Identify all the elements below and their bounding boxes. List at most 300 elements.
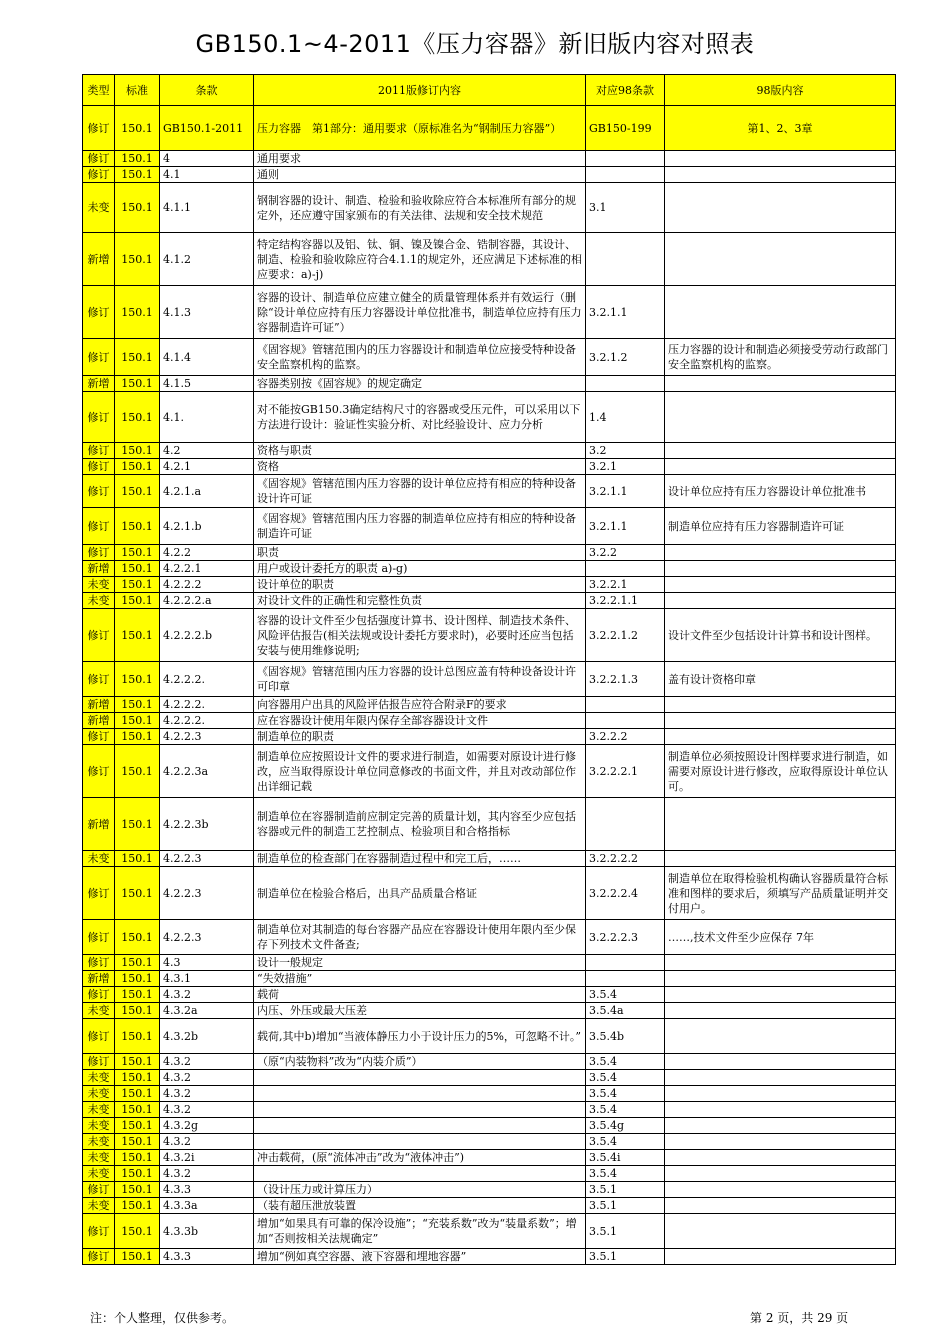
table-row [83, 920, 896, 955]
header-cell: 标准 [115, 75, 160, 106]
clause-cell: 4.3.2 [160, 1070, 254, 1086]
clause-cell: 4.2.2.3 [160, 729, 254, 745]
type-cell: 修订 [83, 151, 115, 167]
content-2011-cell: 制造单位在容器制造前应制定完善的质量计划，其内容至少应包括容器或元件的制造工艺控制点、检验项目和合格指标 [254, 798, 586, 851]
content-98-cell: 制造单位在取得检验机构确认容器质量符合标准和图样的要求后，须填写产品质量证明并交付用户。 [665, 867, 896, 920]
clause-cell: GB150.1-2011 [160, 106, 254, 151]
content-2011-cell: 《固容规》管辖范围内压力容器的设计总图应盖有特种设备设计许可印章 [254, 662, 586, 697]
type-cell: 未变 [83, 183, 115, 233]
clause-cell: 4.3.3 [160, 1249, 254, 1265]
standard-cell: 150.1 [115, 1166, 160, 1182]
clause-98-cell: GB150-199 [586, 106, 665, 151]
standard-cell: 150.1 [115, 662, 160, 697]
content-2011-cell: 内压、外压或最大压差 [254, 1003, 586, 1019]
clause-98-cell: 3.2.2.1 [586, 577, 665, 593]
clause-cell: 4.2.1.a [160, 475, 254, 508]
clause-cell: 4.3.2b [160, 1019, 254, 1054]
standard-cell: 150.1 [115, 713, 160, 729]
clause-cell: 4.3.2 [160, 1134, 254, 1150]
clause-98-cell: 3.5.4 [586, 1134, 665, 1150]
clause-98-cell: 3.5.4 [586, 987, 665, 1003]
clause-98-cell: 3.5.4 [586, 1102, 665, 1118]
standard-cell: 150.1 [115, 1182, 160, 1198]
clause-98-cell [586, 151, 665, 167]
clause-cell: 4.3 [160, 955, 254, 971]
standard-cell: 150.1 [115, 955, 160, 971]
standard-cell: 150.1 [115, 183, 160, 233]
table-row [83, 233, 896, 286]
content-2011-cell: 压力容器 第1部分：通用要求（原标准名为“钢制压力容器”） [254, 106, 586, 151]
standard-cell: 150.1 [115, 508, 160, 545]
standard-cell: 150.1 [115, 577, 160, 593]
table-row [83, 1003, 896, 1019]
standard-cell: 150.1 [115, 1150, 160, 1166]
type-cell: 修订 [83, 1019, 115, 1054]
clause-cell: 4.1 [160, 167, 254, 183]
content-98-cell [665, 1182, 896, 1198]
clause-cell: 4.3.1 [160, 971, 254, 987]
clause-98-cell [586, 713, 665, 729]
type-cell: 修订 [83, 609, 115, 662]
standard-cell: 150.1 [115, 1019, 160, 1054]
clause-cell: 4.3.3b [160, 1214, 254, 1249]
standard-cell: 150.1 [115, 1134, 160, 1150]
content-2011-cell: 载荷,其中b)增加“当液体静压力小于设计压力的5%，可忽略不计。” [254, 1019, 586, 1054]
standard-cell: 150.1 [115, 1118, 160, 1134]
content-2011-cell: 对设计文件的正确性和完整性负责 [254, 593, 586, 609]
type-cell: 新增 [83, 233, 115, 286]
standard-cell: 150.1 [115, 561, 160, 577]
content-2011-cell: 特定结构容器以及铝、钛、铜、镍及镍合金、锆制容器，其设计、制造、检验和验收除应符合4.1.1的规定外，还应满足下述标准的相应要求：a)-j) [254, 233, 586, 286]
type-cell: 修订 [83, 508, 115, 545]
header-cell: 98版内容 [665, 75, 896, 106]
content-2011-cell: 制造单位的职责 [254, 729, 586, 745]
table-row [83, 798, 896, 851]
table-row [83, 151, 896, 167]
content-98-cell [665, 1249, 896, 1265]
clause-cell: 4.2.2.2. [160, 713, 254, 729]
content-98-cell [665, 545, 896, 561]
table-row [83, 697, 896, 713]
standard-cell: 150.1 [115, 745, 160, 798]
type-cell: 未变 [83, 1150, 115, 1166]
table-row [83, 459, 896, 475]
table-row [83, 1214, 896, 1249]
content-2011-cell: 制造单位应按照设计文件的要求进行制造，如需要对原设计进行修改，应当取得原设计单位同意修改的书面文件，并且对改动部位作出详细记载 [254, 745, 586, 798]
table-row [83, 1102, 896, 1118]
table-row [83, 577, 896, 593]
clause-cell: 4.3.3a [160, 1198, 254, 1214]
table-row [83, 561, 896, 577]
table-row [83, 1249, 896, 1265]
clause-98-cell: 3.5.4 [586, 1054, 665, 1070]
content-98-cell [665, 1150, 896, 1166]
content-98-cell [665, 577, 896, 593]
type-cell: 未变 [83, 1070, 115, 1086]
table-row [83, 1118, 896, 1134]
content-98-cell [665, 443, 896, 459]
content-98-cell [665, 593, 896, 609]
content-2011-cell: 设计单位的职责 [254, 577, 586, 593]
clause-cell: 4.1.1 [160, 183, 254, 233]
type-cell: 未变 [83, 1134, 115, 1150]
standard-cell: 150.1 [115, 609, 160, 662]
clause-cell: 4.2.2.3a [160, 745, 254, 798]
content-2011-cell: 资格与职责 [254, 443, 586, 459]
type-cell: 修订 [83, 443, 115, 459]
table-row [83, 987, 896, 1003]
standard-cell: 150.1 [115, 1054, 160, 1070]
content-98-cell: 压力容器的设计和制造必须接受劳动行政部门安全监察机构的监察。 [665, 339, 896, 376]
type-cell: 未变 [83, 1198, 115, 1214]
clause-cell: 4.3.2 [160, 1166, 254, 1182]
standard-cell: 150.1 [115, 286, 160, 339]
clause-cell: 4.1.2 [160, 233, 254, 286]
standard-cell: 150.1 [115, 106, 160, 151]
content-98-cell: 第1、2、3章 [665, 106, 896, 151]
clause-cell: 4.2.2.3 [160, 867, 254, 920]
header-cell: 2011版修订内容 [254, 75, 586, 106]
clause-cell: 4.3.2 [160, 987, 254, 1003]
content-2011-cell: 容器的设计、制造单位应建立健全的质量管理体系并有效运行（删除“设计单位应持有压力容器设计单位批准书，制造单位应持有压力容器制造许可证”） [254, 286, 586, 339]
type-cell: 未变 [83, 1003, 115, 1019]
type-cell: 修订 [83, 475, 115, 508]
standard-cell: 150.1 [115, 443, 160, 459]
content-2011-cell: 《固容规》管辖范围内压力容器的设计单位应持有相应的特种设备设计许可证 [254, 475, 586, 508]
clause-cell: 4.2.2.2. [160, 697, 254, 713]
content-98-cell [665, 798, 896, 851]
clause-98-cell: 3.5.1 [586, 1198, 665, 1214]
clause-98-cell: 3.2.2.1.1 [586, 593, 665, 609]
clause-cell: 4.2.2.2.b [160, 609, 254, 662]
clause-98-cell: 3.2.1.1 [586, 475, 665, 508]
content-2011-cell: 钢制容器的设计、制造、检验和验收除应符合本标准所有部分的规定外，还应遵守国家颁布的有关法律、法规和安全技术规范 [254, 183, 586, 233]
content-2011-cell: 《固容规》管辖范围内压力容器的制造单位应持有相应的特种设备制造许可证 [254, 508, 586, 545]
page-number: 第 2 页，共 29 页 [750, 1311, 849, 1325]
clause-98-cell: 3.2.2.1.3 [586, 662, 665, 697]
clause-cell: 4.3.2i [160, 1150, 254, 1166]
standard-cell: 150.1 [115, 545, 160, 561]
table-row [83, 609, 896, 662]
clause-cell: 4.3.2 [160, 1054, 254, 1070]
content-98-cell [665, 1166, 896, 1182]
standard-cell: 150.1 [115, 459, 160, 475]
content-98-cell [665, 286, 896, 339]
clause-cell: 4.2.2.3 [160, 851, 254, 867]
content-2011-cell: 制造单位的检查部门在容器制造过程中和完工后，…… [254, 851, 586, 867]
standard-cell: 150.1 [115, 851, 160, 867]
clause-98-cell: 1.4 [586, 392, 665, 443]
table-row [83, 475, 896, 508]
content-2011-cell: 通则 [254, 167, 586, 183]
type-cell: 新增 [83, 971, 115, 987]
type-cell: 修订 [83, 459, 115, 475]
table-row [83, 867, 896, 920]
type-cell: 修订 [83, 286, 115, 339]
type-cell: 修订 [83, 167, 115, 183]
clause-98-cell: 3.2 [586, 443, 665, 459]
type-cell: 未变 [83, 851, 115, 867]
table-row [83, 1086, 896, 1102]
footer-note: 注：个人整理，仅供参考。 [90, 1311, 235, 1325]
page-title: GB150.1~4-2011《压力容器》新旧版内容对照表 [195, 30, 755, 58]
content-98-cell: ……,技术文件至少应保存 7年 [665, 920, 896, 955]
type-cell: 修订 [83, 920, 115, 955]
content-2011-cell: （设计压力或计算压力） [254, 1182, 586, 1198]
content-2011-cell: 用户或设计委托方的职责 a)-g) [254, 561, 586, 577]
content-2011-cell: （原“内装物料”改为“内装介质”） [254, 1054, 586, 1070]
clause-cell: 4.2.1 [160, 459, 254, 475]
content-2011-cell: 增加“例如真空容器、液下容器和埋地容器” [254, 1249, 586, 1265]
table-row [83, 1150, 896, 1166]
standard-cell: 150.1 [115, 1086, 160, 1102]
table-row [83, 392, 896, 443]
clause-cell: 4.1. [160, 392, 254, 443]
type-cell: 修订 [83, 1214, 115, 1249]
table-row [83, 545, 896, 561]
clause-cell: 4.2.2.2.a [160, 593, 254, 609]
content-98-cell [665, 151, 896, 167]
table-row [83, 662, 896, 697]
standard-cell: 150.1 [115, 798, 160, 851]
table-row [83, 971, 896, 987]
content-2011-cell: 对不能按GB150.3确定结构尺寸的容器或受压元件，可以采用以下方法进行设计：验证性实验分析、对比经验设计、应力分析 [254, 392, 586, 443]
comparison-table [82, 74, 896, 1265]
content-2011-cell [254, 1118, 586, 1134]
content-98-cell [665, 1019, 896, 1054]
clause-cell: 4.3.2 [160, 1102, 254, 1118]
clause-98-cell: 3.5.4 [586, 1070, 665, 1086]
table-row [83, 339, 896, 376]
clause-98-cell [586, 376, 665, 392]
type-cell: 修订 [83, 1182, 115, 1198]
content-2011-cell [254, 1070, 586, 1086]
table-body [83, 75, 896, 1265]
standard-cell: 150.1 [115, 971, 160, 987]
clause-cell: 4.1.4 [160, 339, 254, 376]
clause-cell: 4.2.2.2 [160, 577, 254, 593]
type-cell: 新增 [83, 376, 115, 392]
table-row [83, 1054, 896, 1070]
clause-98-cell [586, 971, 665, 987]
type-cell: 未变 [83, 577, 115, 593]
type-cell: 未变 [83, 1086, 115, 1102]
clause-98-cell [586, 561, 665, 577]
content-98-cell: 设计文件至少包括设计计算书和设计图样。 [665, 609, 896, 662]
standard-cell: 150.1 [115, 593, 160, 609]
standard-cell: 150.1 [115, 1070, 160, 1086]
content-2011-cell: 职责 [254, 545, 586, 561]
standard-cell: 150.1 [115, 1198, 160, 1214]
content-2011-cell: 制造单位在检验合格后，出具产品质量合格证 [254, 867, 586, 920]
type-cell: 新增 [83, 561, 115, 577]
table-row [83, 376, 896, 392]
header-cell: 对应98条款 [586, 75, 665, 106]
content-2011-cell: 应在容器设计使用年限内保存全部容器设计文件 [254, 713, 586, 729]
content-98-cell: 制造单位必须按照设计图样要求进行制造，如需要对原设计进行修改，应取得原设计单位认可。 [665, 745, 896, 798]
content-2011-cell: 资格 [254, 459, 586, 475]
content-2011-cell [254, 1102, 586, 1118]
clause-98-cell: 3.5.1 [586, 1182, 665, 1198]
content-2011-cell [254, 1134, 586, 1150]
content-98-cell [665, 1070, 896, 1086]
content-98-cell [665, 1118, 896, 1134]
standard-cell: 150.1 [115, 697, 160, 713]
table-row [83, 286, 896, 339]
clause-cell: 4 [160, 151, 254, 167]
clause-98-cell: 3.1 [586, 183, 665, 233]
standard-cell: 150.1 [115, 867, 160, 920]
clause-cell: 4.3.3 [160, 1182, 254, 1198]
content-98-cell [665, 1054, 896, 1070]
type-cell: 新增 [83, 798, 115, 851]
type-cell: 未变 [83, 1118, 115, 1134]
clause-cell: 4.1.3 [160, 286, 254, 339]
type-cell: 新增 [83, 697, 115, 713]
clause-98-cell: 3.2.2 [586, 545, 665, 561]
standard-cell: 150.1 [115, 233, 160, 286]
type-cell: 修订 [83, 339, 115, 376]
table-row [83, 508, 896, 545]
standard-cell: 150.1 [115, 729, 160, 745]
clause-98-cell: 3.5.4 [586, 1166, 665, 1182]
clause-cell: 4.1.5 [160, 376, 254, 392]
clause-98-cell: 3.5.4a [586, 1003, 665, 1019]
standard-cell: 150.1 [115, 475, 160, 508]
content-2011-cell [254, 1166, 586, 1182]
content-98-cell [665, 1086, 896, 1102]
content-2011-cell: 容器类别按《固容规》的规定确定 [254, 376, 586, 392]
table-row [83, 1134, 896, 1150]
standard-cell: 150.1 [115, 167, 160, 183]
standard-cell: 150.1 [115, 339, 160, 376]
content-98-cell [665, 971, 896, 987]
clause-98-cell: 3.5.1 [586, 1249, 665, 1265]
type-cell: 修订 [83, 867, 115, 920]
table-row [83, 745, 896, 798]
type-cell: 修订 [83, 955, 115, 971]
clause-98-cell: 3.2.2.2.4 [586, 867, 665, 920]
content-2011-cell: 容器的设计文件至少包括强度计算书、设计图样、制造技术条件、风险评估报告(相关法规或设计委托方要求时)，必要时还应当包括安装与使用维修说明; [254, 609, 586, 662]
content-98-cell [665, 561, 896, 577]
content-98-cell [665, 1003, 896, 1019]
standard-cell: 150.1 [115, 376, 160, 392]
content-98-cell [665, 1214, 896, 1249]
type-cell: 修订 [83, 545, 115, 561]
type-cell: 新增 [83, 713, 115, 729]
content-2011-cell: 制造单位对其制造的每台容器产品应在容器设计使用年限内至少保存下列技术文件备查; [254, 920, 586, 955]
type-cell: 未变 [83, 593, 115, 609]
clause-98-cell: 3.2.2.2.3 [586, 920, 665, 955]
clause-98-cell: 3.2.1.2 [586, 339, 665, 376]
table-row [83, 851, 896, 867]
table-row [83, 729, 896, 745]
type-cell: 未变 [83, 1166, 115, 1182]
clause-98-cell: 3.5.4b [586, 1019, 665, 1054]
clause-cell: 4.2.2.2. [160, 662, 254, 697]
content-2011-cell [254, 1086, 586, 1102]
clause-98-cell [586, 798, 665, 851]
clause-98-cell: 3.2.2.2 [586, 729, 665, 745]
content-98-cell [665, 233, 896, 286]
content-98-cell: 设计单位应持有压力容器设计单位批准书 [665, 475, 896, 508]
clause-98-cell [586, 167, 665, 183]
table-row [83, 183, 896, 233]
clause-cell: 4.2.2.1 [160, 561, 254, 577]
clause-cell: 4.3.2a [160, 1003, 254, 1019]
type-cell: 修订 [83, 745, 115, 798]
clause-98-cell: 3.2.1 [586, 459, 665, 475]
table-row [83, 593, 896, 609]
standard-cell: 150.1 [115, 987, 160, 1003]
clause-98-cell: 3.5.1 [586, 1214, 665, 1249]
content-98-cell [665, 729, 896, 745]
clause-98-cell: 3.5.4i [586, 1150, 665, 1166]
table-row [83, 1166, 896, 1182]
content-2011-cell: “失效措施” [254, 971, 586, 987]
table-row [83, 1019, 896, 1054]
type-cell: 修订 [83, 662, 115, 697]
clause-cell: 4.2.1.b [160, 508, 254, 545]
table-row [83, 443, 896, 459]
content-98-cell [665, 987, 896, 1003]
content-98-cell [665, 851, 896, 867]
content-2011-cell: 向容器用户出具的风险评估报告应符合附录F的要求 [254, 697, 586, 713]
clause-cell: 4.3.2g [160, 1118, 254, 1134]
type-cell: 修订 [83, 1249, 115, 1265]
content-98-cell [665, 376, 896, 392]
table-row [83, 955, 896, 971]
header-cell: 类型 [83, 75, 115, 106]
content-2011-cell: （装有超压泄放装置 [254, 1198, 586, 1214]
content-2011-cell: 通用要求 [254, 151, 586, 167]
table-row [83, 1198, 896, 1214]
content-98-cell [665, 392, 896, 443]
clause-98-cell: 3.2.1.1 [586, 508, 665, 545]
clause-cell: 4.2.2 [160, 545, 254, 561]
content-2011-cell: 增加“如果具有可靠的保冷设施”；“充装系数”改为“装量系数”；增加“否则按相关法规确定” [254, 1214, 586, 1249]
type-cell: 修订 [83, 106, 115, 151]
clause-98-cell: 3.2.2.2.2 [586, 851, 665, 867]
table-row [83, 106, 896, 151]
content-98-cell [665, 1134, 896, 1150]
standard-cell: 150.1 [115, 920, 160, 955]
standard-cell: 150.1 [115, 151, 160, 167]
clause-cell: 4.2.2.3 [160, 920, 254, 955]
clause-98-cell: 3.2.1.1 [586, 286, 665, 339]
content-98-cell [665, 167, 896, 183]
clause-cell: 4.2 [160, 443, 254, 459]
clause-98-cell [586, 233, 665, 286]
type-cell: 修订 [83, 1054, 115, 1070]
type-cell: 未变 [83, 1102, 115, 1118]
content-98-cell [665, 459, 896, 475]
content-98-cell [665, 1102, 896, 1118]
content-98-cell [665, 713, 896, 729]
table-row [83, 713, 896, 729]
clause-cell: 4.3.2 [160, 1086, 254, 1102]
clause-98-cell [586, 697, 665, 713]
content-98-cell [665, 955, 896, 971]
clause-98-cell: 3.2.2.2.1 [586, 745, 665, 798]
standard-cell: 150.1 [115, 392, 160, 443]
standard-cell: 150.1 [115, 1102, 160, 1118]
clause-98-cell [586, 955, 665, 971]
type-cell: 修订 [83, 987, 115, 1003]
standard-cell: 150.1 [115, 1249, 160, 1265]
standard-cell: 150.1 [115, 1214, 160, 1249]
table-row [83, 1182, 896, 1198]
